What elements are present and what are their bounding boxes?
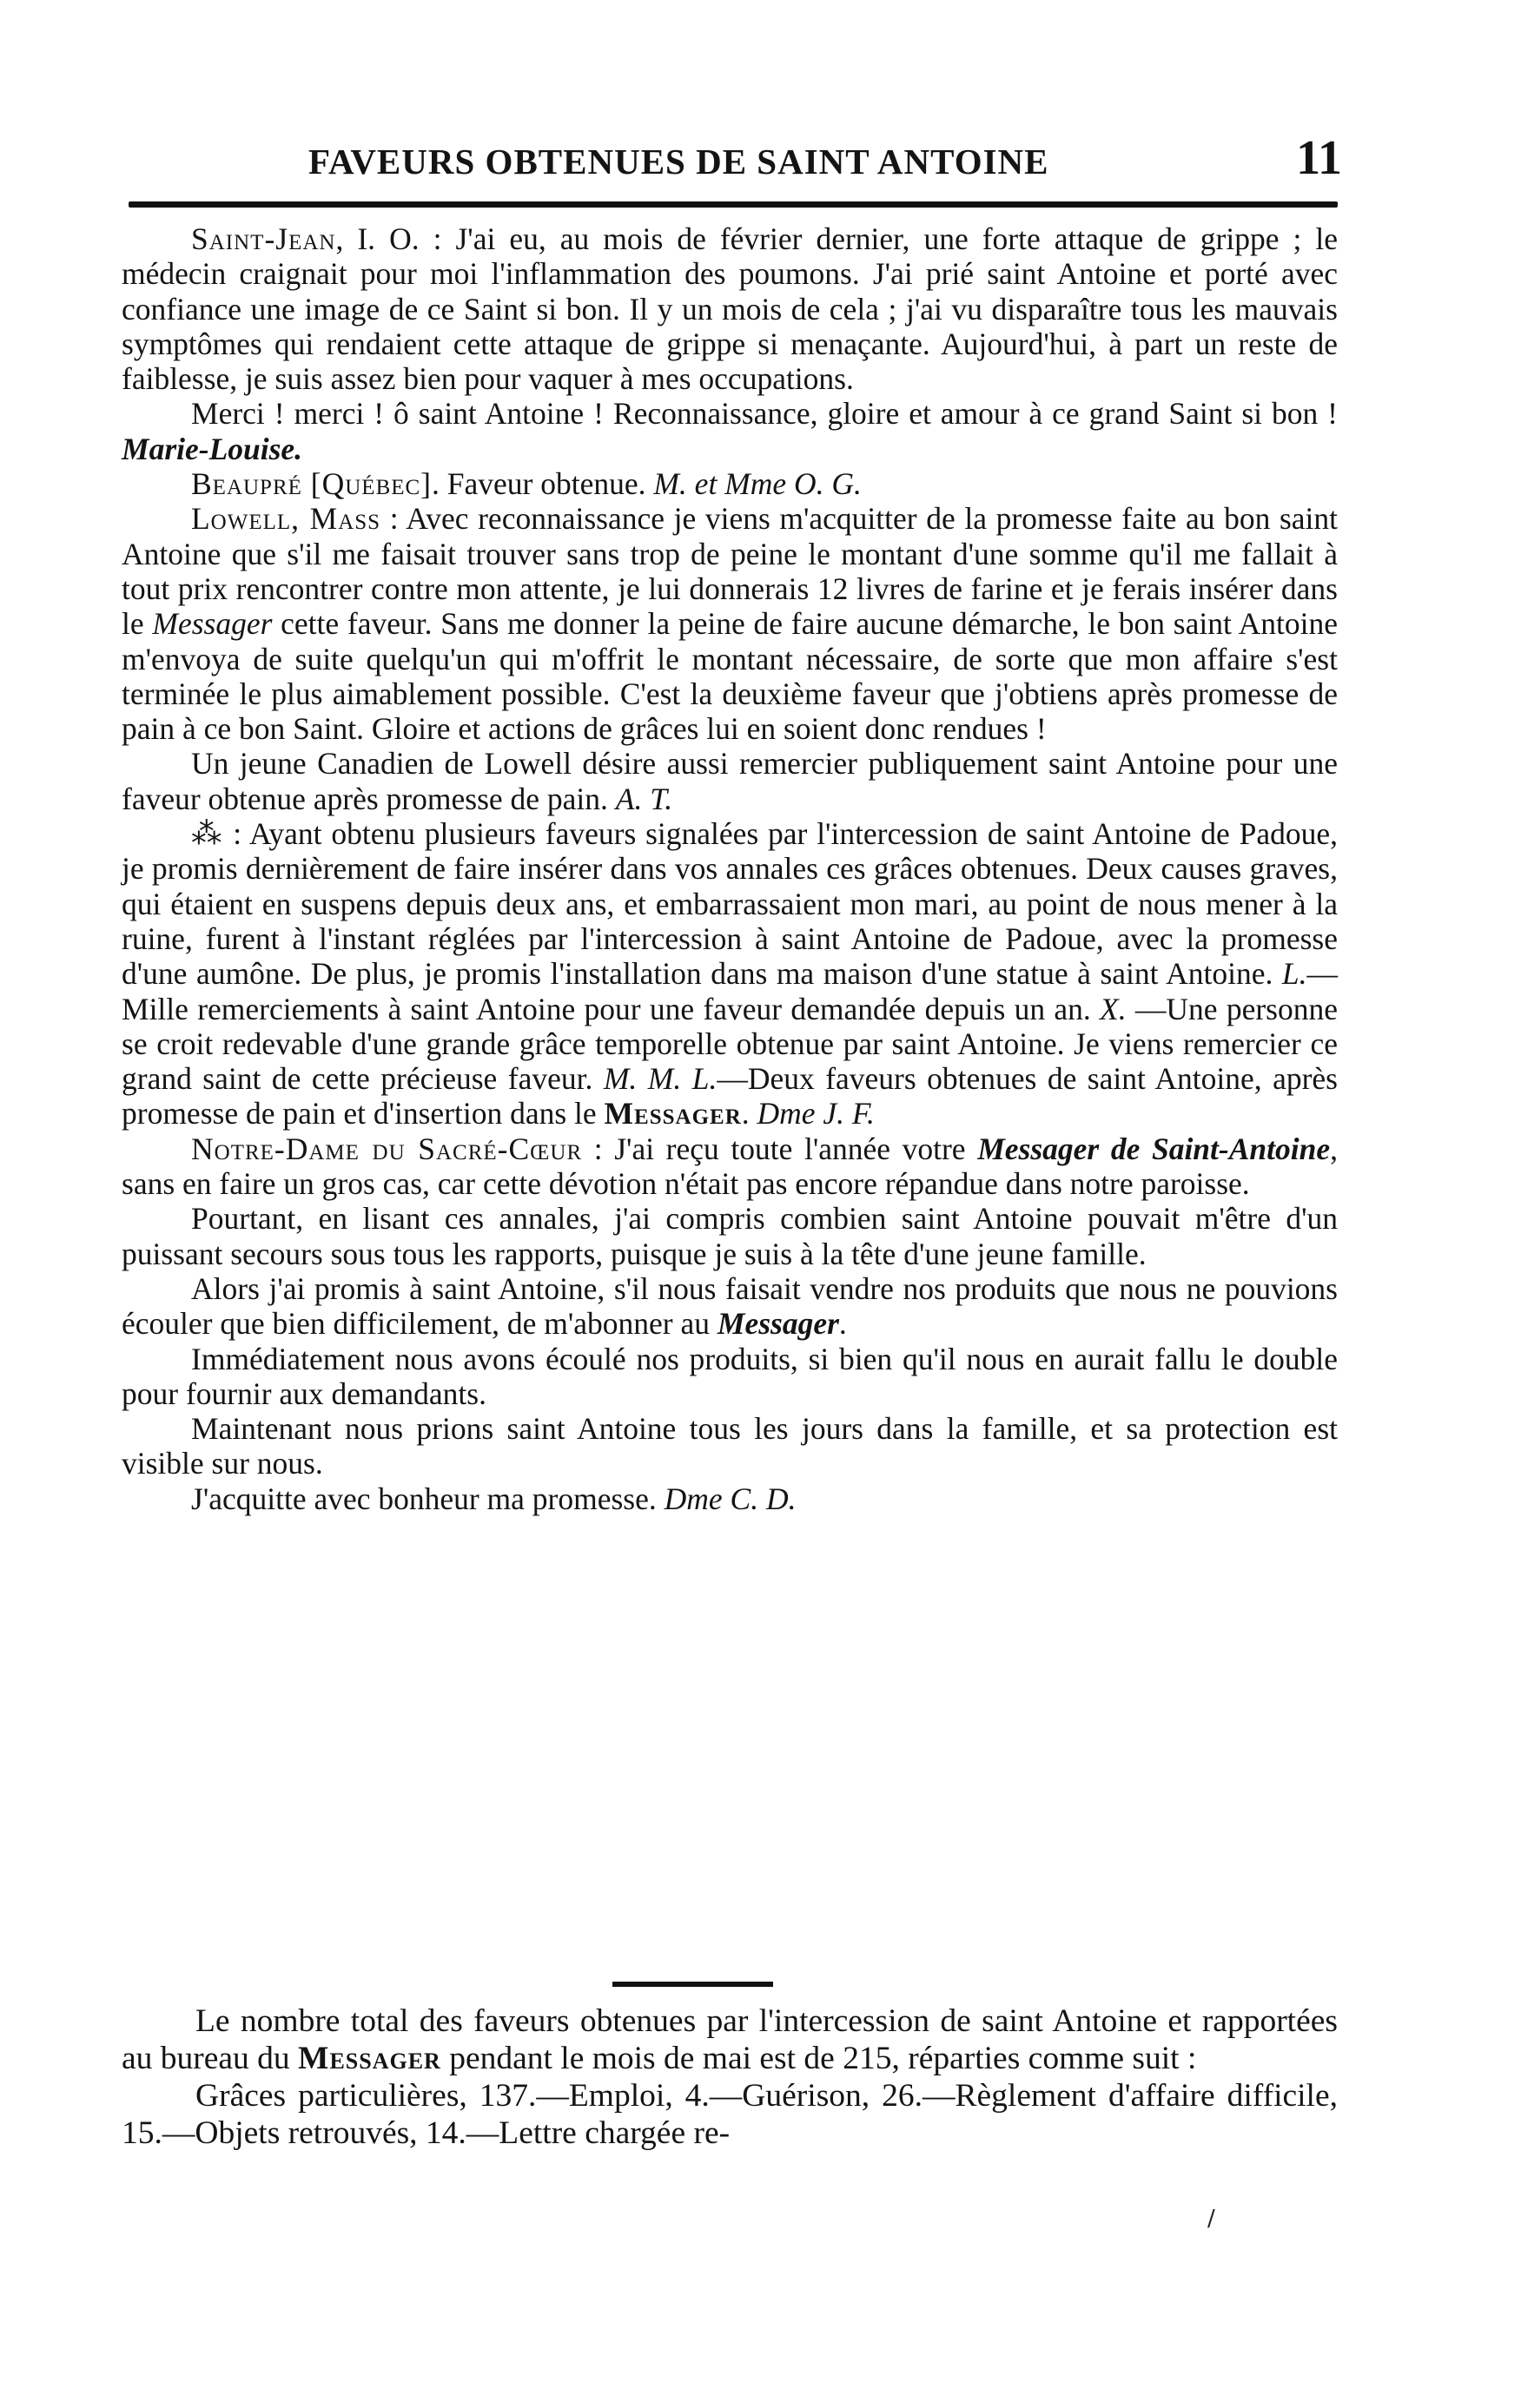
paragraph-immediatement: Immédiatement nous avons écoulé nos produits, si bien qu'il nous en aurait fallu le double pour fournir aux demandants. xyxy=(122,1341,1338,1411)
paragraph-text: Merci ! merci ! ô saint Antoine ! Reconnaissance, gloire et amour à ce grand Saint si bon ! xyxy=(191,396,1338,432)
signature: M. M. L. xyxy=(603,1061,718,1097)
signature: Dme C. D. xyxy=(664,1481,797,1516)
page-number: 11 xyxy=(1296,131,1342,185)
paragraph-beaupre xyxy=(122,466,1338,501)
paragraph-text: : Avec reconnaissance je viens m'acquitter de la promesse faite au bon saint Antoine que s'il me faisait trouver sans trop de peine le montant d'une somme qu'il me fallait à tout prix rencontrer contre mon attente, je lui donnerais 12 livres de farine et je ferais insérer dans le xyxy=(122,501,1338,642)
paragraph-text: pendant le mois de mai est de 215, réparties comme suit : xyxy=(440,2041,1197,2076)
running-title: FAVEURS OBTENUES DE SAINT ANTOINE xyxy=(308,142,1049,181)
publication-name: Messager xyxy=(717,1306,839,1342)
article-body xyxy=(122,221,1338,1516)
publication-name: Messager xyxy=(152,606,273,642)
signature: X. xyxy=(1100,991,1127,1026)
paragraph-text: , I. O. : J'ai eu, au mois de février dernier, une forte attaque de grippe ; le médecin craignait pour moi l'inflammation des poumons. J'ai prié saint Antoine et porté avec confiance une image de ce Saint si bon. Il y un mois de cela ; j'ai vu disparaître tous les mauvais symptômes qui rendaient cette attaque de grippe si menaçante. Aujourd'hui, à part un reste de faiblesse, je suis assez bien pour vaquer à mes occupations. xyxy=(122,221,1338,397)
paragraph-text: cette faveur. Sans me donner la peine de faire aucune démarche, le bon saint Antoine m'envoya de suite quelqu'un qui m'offrit le montant nécessaire, de sorte que mon affaire s'est terminée le plus aimablement possible. C'est la deuxième faveur que j'obtiens après promesse de pain à ce bon Saint. Gloire et actions de grâces lui en soient donc rendues ! xyxy=(122,606,1338,747)
publication-name: Messager xyxy=(298,2041,441,2076)
tally-intro xyxy=(122,2002,1338,2077)
header-rule xyxy=(129,201,1338,208)
favors-tally xyxy=(122,2002,1338,2152)
place-name: Beaupré [Québec] xyxy=(191,466,433,502)
tally-breakdown: Grâces particulières, 137.—Emploi, 4.—Guérison, 26.—Règlement d'affaire difficile, 15.—Objets retrouvés, 14.—Lettre chargée re- xyxy=(122,2078,1338,2151)
paragraph-text: —Mille remerciements à saint Antoine pour une faveur demandée depuis un an. xyxy=(122,956,1338,1026)
page-header xyxy=(308,130,1342,185)
paragraph-merci xyxy=(122,396,1338,466)
signature: Marie-Louise. xyxy=(122,431,303,466)
place-name: Saint-Jean xyxy=(191,221,336,256)
paragraph-text: Alors j'ai promis à saint Antoine, s'il nous faisait vendre nos produits que nous ne pouvions écouler que bien difficilement, de m'abonner au xyxy=(122,1270,1338,1342)
paragraph-text: , sans en faire un gros cas, car cette dévotion n'était pas encore répandue dans notre paroisse. xyxy=(122,1131,1339,1202)
signature: A. T. xyxy=(615,781,673,816)
signature: Dme J. F. xyxy=(757,1096,875,1131)
paragraph-text: —Deux faveurs obtenues de saint Antoine, après promesse de pain et d'insertion dans le xyxy=(122,1061,1338,1131)
paragraph-text: —Une personne se croit redevable d'une grande grâce temporelle obtenue par saint Antoine. Je viens remercier ce grand saint de cette précieuse faveur. xyxy=(122,991,1338,1097)
paragraph-lowell xyxy=(122,501,1338,746)
signature: M. et Mme O. G. xyxy=(653,466,862,502)
ink-mark: / xyxy=(1207,2206,1215,2232)
paragraph-pourtant: Pourtant, en lisant ces annales, j'ai compris combien saint Antoine pouvait m'être d'un puissant secours sous tous les rapports, puisque je suis à la tête d'une jeune famille. xyxy=(122,1201,1338,1271)
paragraph-text: : J'ai reçu toute l'année votre xyxy=(582,1131,978,1166)
paragraph-notre-dame xyxy=(122,1131,1338,1202)
paragraph-acquitte xyxy=(122,1481,1338,1516)
paragraph-anonymous xyxy=(122,816,1338,1131)
paragraph-maintenant: Maintenant nous prions saint Antoine tous les jours dans la famille, et sa protection est visible sur nous. xyxy=(122,1411,1338,1481)
asterism-icon: ⁂ xyxy=(191,816,224,852)
paragraph-jeune-canadien xyxy=(122,746,1338,816)
section-divider xyxy=(612,1982,773,1987)
paragraph-text: J'acquitte avec bonheur ma promesse. xyxy=(191,1481,665,1516)
paragraph-saint-jean xyxy=(122,221,1338,396)
paragraph-text: Un jeune Canadien de Lowell désire aussi remercier publiquement saint Antoine pour une faveur obtenue après promesse de pain. xyxy=(122,746,1338,816)
place-name: Notre-Dame du Sacré-Cœur xyxy=(191,1131,583,1166)
paragraph-text: . xyxy=(741,1096,757,1131)
paragraph-alors xyxy=(122,1271,1338,1342)
place-name: Lowell, Mass xyxy=(191,501,381,537)
publication-name: Messager de Saint-Antoine xyxy=(977,1131,1331,1166)
paragraph-text: : Ayant obtenu plusieurs faveurs signalées par l'intercession de saint Antoine de Padoue, je promis dernièrement de faire insérer dans vos annales ces grâces obtenues. Deux causes graves, qui étaient en suspens depuis deux ans, et embarrassaient mon mari, au point de nous mener à la ruine, furent à l'instant réglées par l'intercession à saint Antoine de Padoue, avec la promesse d'une aumône. De plus, je promis l'installation dans ma maison d'une statue à saint Antoine. xyxy=(122,816,1338,992)
paragraph-text: . xyxy=(838,1306,847,1342)
publication-name: Messager xyxy=(604,1096,742,1131)
paragraph-text: . Faveur obtenue. xyxy=(432,466,654,502)
signature: L. xyxy=(1281,956,1307,992)
paragraph-text: Le nombre total des faveurs obtenues par l'intercession de saint Antoine et rapportées au bureau du xyxy=(122,2003,1338,2076)
